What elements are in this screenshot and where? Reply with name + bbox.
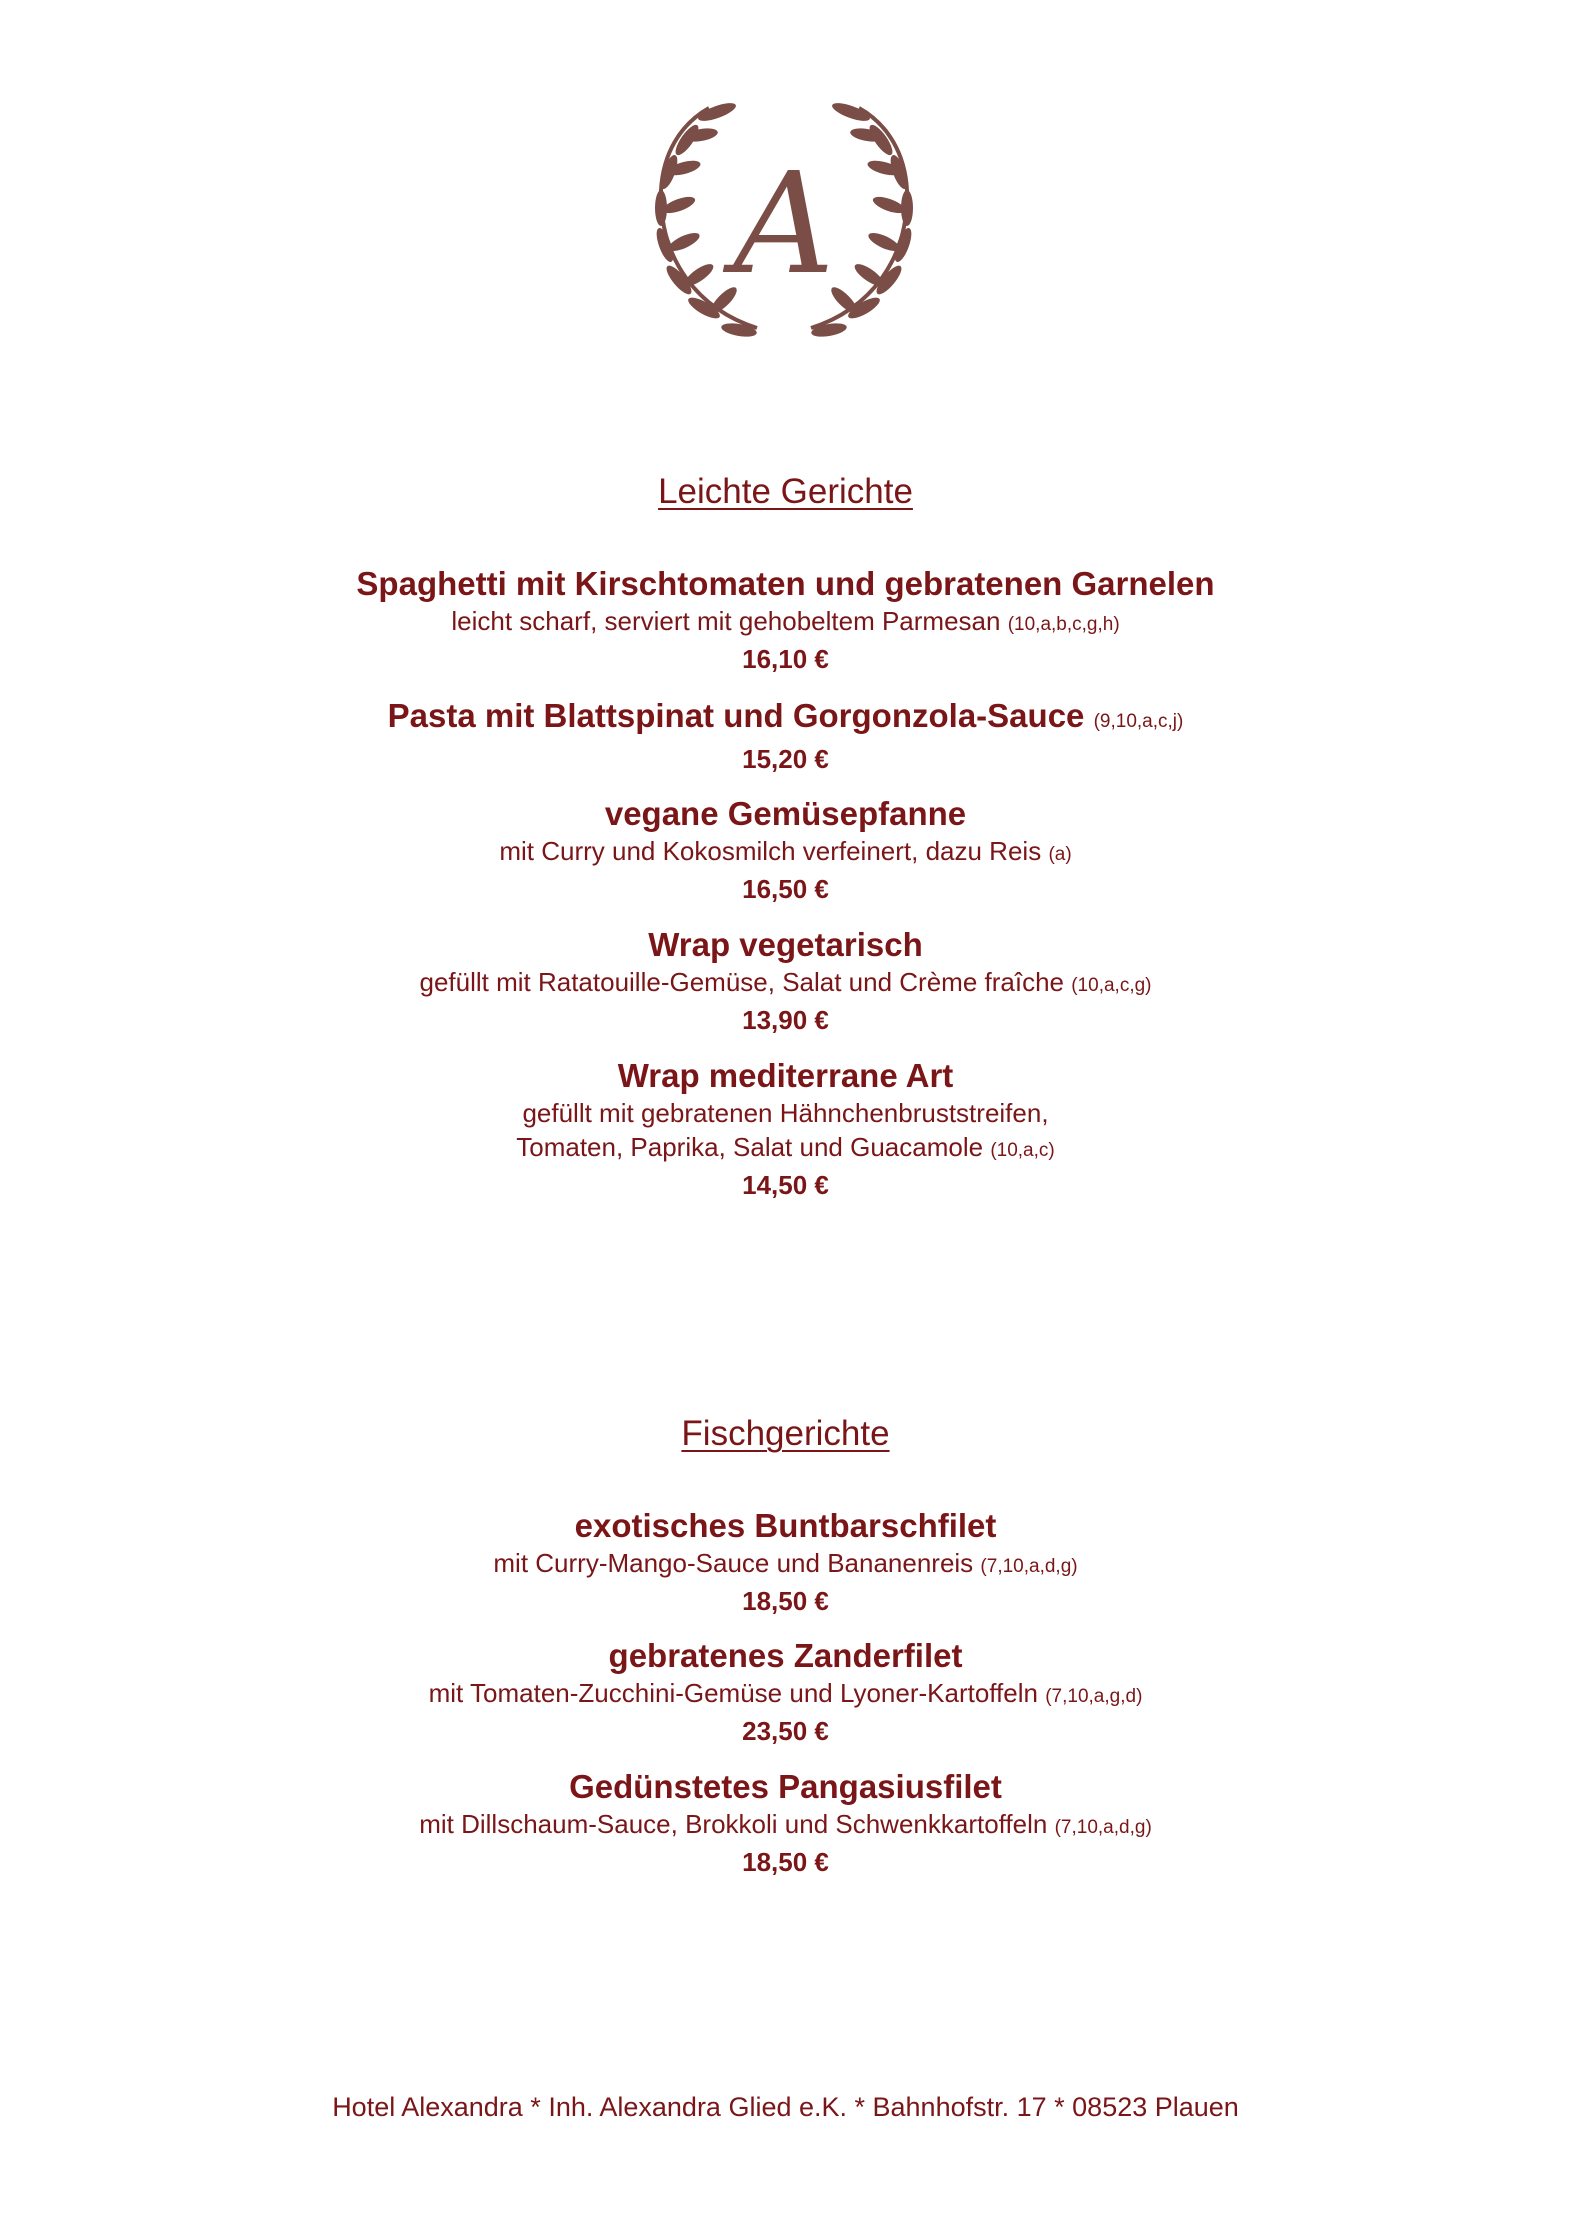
dish-name: vegane Gemüsepfanne (604, 795, 967, 832)
laurel-wreath-logo (639, 100, 929, 350)
dish-description: mit Tomaten-Zucchini-Gemüse und Lyoner-Kartoffeln (7,10,a,g,d) (428, 1678, 1143, 1708)
dish-description: mit Curry und Kokosmilch verfeinert, dazu Reis (a) (499, 836, 1072, 866)
menu-item (0, 794, 1571, 906)
menu-item (0, 696, 1571, 776)
dish-price: 23,50 € (742, 1716, 829, 1746)
dish-price: 16,10 € (742, 644, 829, 674)
allergens: (10,a,c) (990, 1140, 1055, 1161)
dish-name: Wrap mediterrane Art (617, 1057, 954, 1094)
allergens: (10,a,b,c,g,h) (1007, 614, 1120, 635)
dish-name: gebratenes Zanderfilet (608, 1637, 963, 1674)
allergens: (7,10,a,g,d) (1045, 1686, 1143, 1707)
allergens: (7,10,a,d,g) (980, 1556, 1078, 1577)
dish-description: gefüllt mit gebratenen Hähnchenbruststreifen, (522, 1098, 1049, 1128)
menu-item (0, 1767, 1571, 1879)
dish-price: 13,90 € (742, 1005, 829, 1035)
dish-price: 18,50 € (742, 1586, 829, 1616)
monogram-letter: A (733, 143, 835, 306)
section-title-leichte-gerichte: Leichte Gerichte (658, 472, 913, 511)
dish-description: gefüllt mit Ratatouille-Gemüse, Salat und Crème fraîche (10,a,c,g) (419, 967, 1152, 997)
menu-item (0, 1056, 1571, 1202)
dish-price: 16,50 € (742, 874, 829, 904)
menu-item (0, 925, 1571, 1037)
dish-price: 14,50 € (742, 1170, 829, 1200)
section-title-fischgerichte: Fischgerichte (681, 1414, 890, 1453)
dish-name: exotisches Buntbarschfilet (574, 1507, 997, 1544)
dish-name: Gedünstetes Pangasiusfilet (569, 1768, 1002, 1805)
dish-name: Pasta mit Blattspinat und Gorgonzola-Sauce (9,10,a,c,j) (387, 697, 1184, 734)
allergens: (7,10,a,d,g) (1054, 1817, 1152, 1838)
allergens: (9,10,a,c,j) (1093, 711, 1184, 732)
dish-description: mit Dillschaum-Sauce, Brokkoli und Schwenkkartoffeln (7,10,a,d,g) (419, 1809, 1152, 1839)
dish-price: 15,20 € (742, 744, 829, 774)
menu-item (0, 1506, 1571, 1618)
allergens: (10,a,c,g) (1071, 975, 1152, 996)
dish-name: Spaghetti mit Kirschtomaten und gebratenen Garnelen (356, 565, 1215, 602)
allergens: (a) (1048, 844, 1072, 865)
footer-address: Hotel Alexandra * Inh. Alexandra Glied e.K. * Bahnhofstr. 17 * 08523 Plauen (332, 2092, 1239, 2122)
dish-description: mit Curry-Mango-Sauce und Bananenreis (7,10,a,d,g) (493, 1548, 1078, 1578)
menu-item (0, 1636, 1571, 1748)
dish-description: Tomaten, Paprika, Salat und Guacamole (10,a,c) (516, 1132, 1055, 1162)
dish-price: 18,50 € (742, 1847, 829, 1877)
dish-description: leicht scharf, serviert mit gehobeltem Parmesan (10,a,b,c,g,h) (451, 606, 1120, 636)
dish-name: Wrap vegetarisch (648, 926, 923, 963)
menu-item (0, 564, 1571, 676)
